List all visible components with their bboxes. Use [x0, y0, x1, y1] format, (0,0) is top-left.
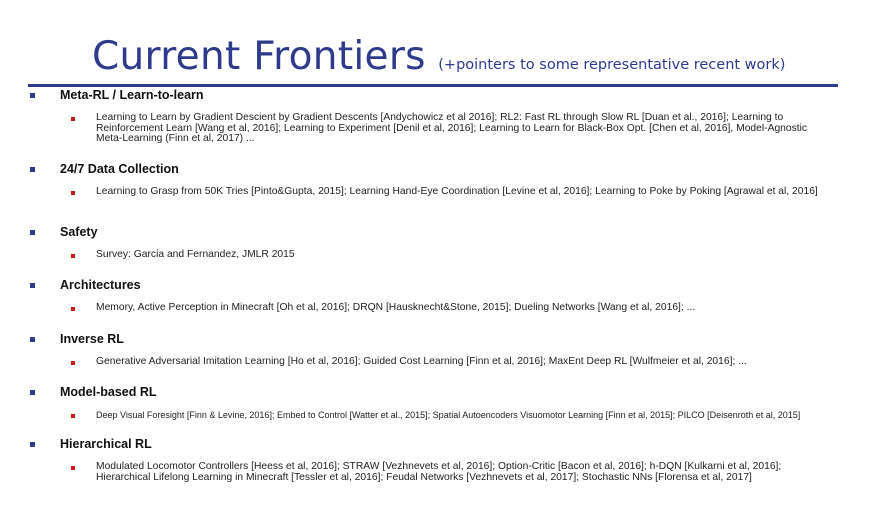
list-item-text: Modulated Locomotor Controllers [Heess et al, 2016]; STRAW [Vezhnevets et al, 2016]; Option-Critic [Bacon et al, 2016]; h-DQN [Kulkarni et al, 2016]; Hierarchical Lifelong Learning in Minecraft [Tessler et al, 2016]; Feudal Networks [Vezhnevets et al, 2017]; Stochastic NNs [Florensa et al, 2017]: [96, 461, 782, 483]
list-item: [71, 410, 840, 421]
section-heading: [30, 224, 840, 240]
section-heading: [30, 87, 840, 103]
title-subtitle: (+pointers to some representative recent work): [438, 57, 786, 73]
section-meta-rl: [30, 87, 840, 145]
section-model-based-rl: [30, 384, 840, 421]
title-main: Current Frontiers: [92, 34, 426, 79]
section-heading: [30, 384, 840, 400]
section-data-collection: [30, 161, 840, 198]
section-safety: [30, 224, 840, 261]
list-item-text: Survey: Garcia and Fernandez, JMLR 2015: [96, 249, 295, 260]
square-bullet-icon: [71, 191, 75, 195]
section-heading: [30, 436, 840, 452]
list-item-text: Deep Visual Foresight [Finn & Levine, 2016]; Embed to Control [Watter et al., 2015]; Spatial Autoencoders Visuomotor Learning [Finn et al, 2015]; PILCO [Deisenroth et al, 2015]: [96, 410, 801, 420]
square-bullet-icon: [30, 283, 35, 288]
list-item-text: Learning to Grasp from 50K Tries [Pinto&Gupta, 2015]; Learning Hand-Eye Coordination [Levine et al, 2016]; Learning to Poke by Poking [Agrawal et al, 2016]: [96, 186, 818, 197]
section-heading: [30, 161, 840, 177]
list-item: [71, 250, 840, 261]
square-bullet-icon: [71, 307, 75, 311]
slide-title: [92, 34, 785, 79]
square-bullet-icon: [71, 414, 75, 418]
square-bullet-icon: [30, 390, 35, 395]
section-heading: [30, 277, 840, 293]
section-architectures: [30, 277, 840, 314]
section-heading-text: Safety: [60, 225, 98, 239]
square-bullet-icon: [71, 254, 75, 258]
list-item: [71, 113, 840, 145]
square-bullet-icon: [71, 466, 75, 470]
section-hierarchical-rl: [30, 436, 840, 483]
square-bullet-icon: [30, 337, 35, 342]
list-item: [71, 357, 840, 368]
section-heading: [30, 331, 840, 347]
square-bullet-icon: [30, 230, 35, 235]
list-item: [71, 187, 840, 198]
section-heading-text: 24/7 Data Collection: [60, 162, 179, 176]
section-heading-text: Inverse RL: [60, 332, 124, 346]
section-heading-text: Architectures: [60, 278, 141, 292]
square-bullet-icon: [30, 442, 35, 447]
square-bullet-icon: [71, 361, 75, 365]
square-bullet-icon: [71, 117, 75, 121]
list-item-text: Generative Adversarial Imitation Learning [Ho et al, 2016]; Guided Cost Learning [Finn et al, 2016]; MaxEnt Deep RL [Wulfmeier et al, 2016]; ...: [96, 356, 747, 367]
list-item: [71, 462, 840, 483]
square-bullet-icon: [30, 93, 35, 98]
square-bullet-icon: [30, 167, 35, 172]
section-heading-text: Meta-RL / Learn-to-learn: [60, 88, 204, 102]
list-item: [71, 303, 840, 314]
section-heading-text: Model-based RL: [60, 385, 157, 399]
list-item-text: Memory, Active Perception in Minecraft [Oh et al, 2016]; DRQN [Hausknecht&Stone, 2015]; Dueling Networks [Wang et al, 2016]; ...: [96, 302, 696, 313]
section-heading-text: Hierarchical RL: [60, 437, 152, 451]
list-item-text: Learning to Learn by Gradient Descient by Gradient Descents [Andychowicz et al 2016]; RL2: Fast RL through Slow RL [Duan et al., 2016]; Learning to Reinforcement Learn [Wang et al, 2016]; Learning to Experiment [Denil et al, 2016]; Learning to Learn for Black-Box Opt. [Chen et al, 2016], Model-Agnostic Meta-Learning (Finn et al, 2017) ...: [96, 112, 808, 145]
section-inverse-rl: [30, 331, 840, 368]
